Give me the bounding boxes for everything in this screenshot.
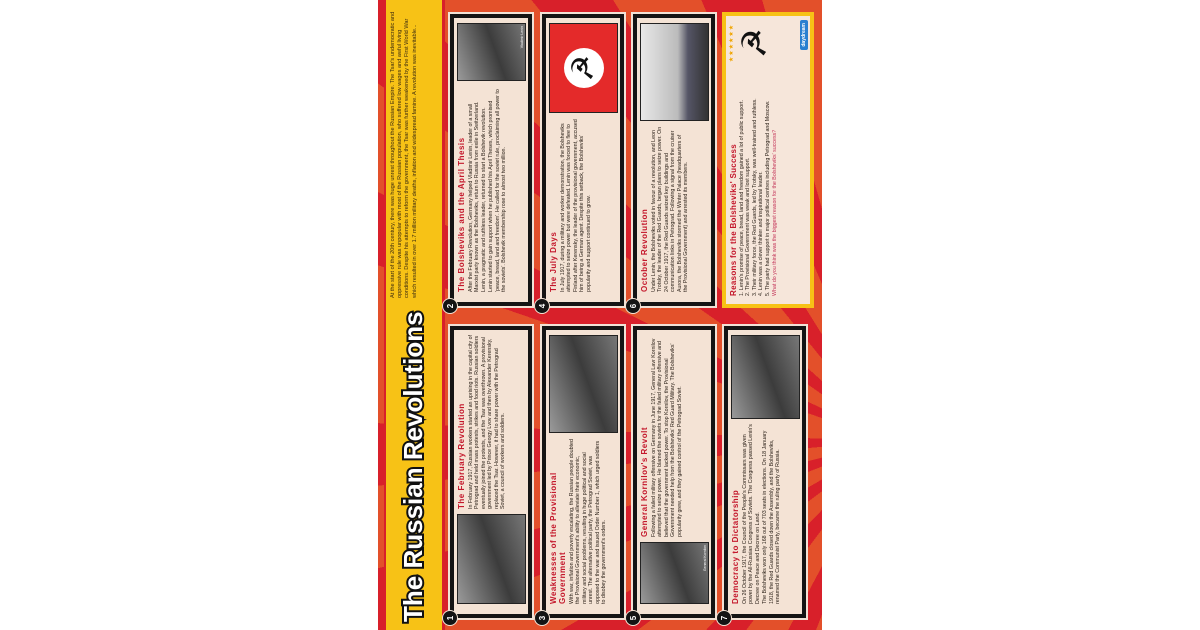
reasons-list (739, 71, 771, 296)
panel-july-days (537, 12, 626, 309)
photo-caption: Vladimir Lenin (520, 26, 524, 49)
emblem-area (729, 20, 808, 66)
panel-body: In July 1917, during a military and worker demonstration, the Bolsheviks attempted to seize power but were defeated. Lenin was forced to flee to Finland after Kerensky, the leader of the provisional government, accused him of being a German agent. Despite this setback, the Bolsheviks' popularity and support continued to grow. (560, 119, 592, 292)
stars-icon: ★★★★★★ (729, 23, 735, 63)
poster-title: The Russian Revolutions (398, 311, 428, 622)
list-item: 4. Lenin was a clever thinker and inspirational leader. (758, 171, 765, 296)
panel-title: Weaknesses of the Provisional Government (549, 472, 567, 604)
panel-number: 3 (534, 610, 550, 626)
panel-title: October Revolution (640, 208, 649, 292)
panel-kornilov-revolt (628, 324, 717, 621)
list-item: 1. Lenin's promise of peace, bread, land and freedom gained a lot of public support. (739, 100, 745, 296)
panel-body: After the February Revolution, Germany helped Vladimir Lenin, leader of a small Marxist party known as the Bolsheviks, return to Russia from exile in Switzerland. Lenin, a pragmatic and ruthless leader, returned to start a Bolshevik revolution. (468, 101, 487, 292)
panel-title: The Bolsheviks and the April Thesis (457, 137, 466, 292)
panel-october-revolution (628, 12, 717, 309)
photo-caption: General Kornilov (703, 545, 707, 572)
poster-viewport (378, 0, 822, 630)
reasons-title: Reasons for the Bolsheviks' Success (729, 143, 738, 296)
panel-number: 1 (442, 610, 458, 626)
intro-text: At the start of the 20th century, there was huge unrest throughout the Russian Empire. The Tsar's undemocratic and oppressive rule was unpopular with most of the Russian population, who suffered low wages and awful living conditions. Despite his attempts to reform the government, the Tsar was further weakened by the First World War which resulted in over 1.7 million military deaths, inflation and widespread famine. A revolution was inevitable... (390, 11, 418, 298)
cruiser-aurora-photo (640, 23, 709, 121)
list-item: 3. Their military force, the Red Guards, led by Trotsky, was well-trained and ruthless. (751, 98, 758, 296)
panel-body: The Bolsheviks won only 168 out of 703 seats in elections. On 18 January 1918, the Red Guards closed down the Assembly, and the Bolsheviks, renamed the Communist Party, became the ruling party of Russia. (762, 430, 782, 604)
panel-number: 5 (625, 610, 641, 626)
panel-title: The February Revolution (457, 403, 466, 509)
hammer-sickle-icon: ☭ (736, 27, 774, 59)
soldiers-photo (549, 335, 618, 433)
title-band (384, 0, 445, 630)
panel-body: With war, inflation and poverty escalating, the Russian people doubted the Provisional Government's ability to alleviate their economic, military and social problems, resulting in huge political and social unrest. The alternative political party, the Petrograd Soviet, was opposed to the war and issued Order Number 1, which urged soldiers to disobey the government's orders. (569, 439, 608, 604)
poster (378, 0, 822, 630)
list-item: 2. The Provisional Government was weak and lost support. (745, 157, 752, 296)
panel-democracy-dictatorship (719, 324, 808, 621)
red-guard-photo (731, 335, 800, 419)
reflection-question: What do you think was the biggest reason for the Bolsheviks' success? (772, 129, 779, 296)
panel-body: In February 1917, Russian workers started an uprising in the capital city of Petrograd and held mass protests, strikes and food riots. Russian soldiers eventually joined the protests, and the Tsar was overthrown. A provisional government led by Prince Georgy Lvov and then by Alexander Kerensky, replaced the Tsar. However, it had to share power with the Petrograd Soviet, a council of workers and soldiers. (468, 334, 507, 509)
list-item: 5. The party had support in major political centres including Petrograd and Moscow. (764, 100, 771, 296)
panel-number: 7 (716, 610, 732, 626)
panel-title: Democracy to Dictatorship (731, 489, 740, 604)
lenin-portrait (457, 23, 526, 81)
panel-body: Following a failed military offensive on Germany in June 1917, General Lavr Kornilov attempted to seize power. He blamed the soviets for the failed military offensive and believed that the government lacked power. To stop Kornilov, the Provisional Government needed help from the Bolsheviks' Red Guard Military. The Bolsheviks' popularity grew, and they gained control of the Petrograd Soviet. (651, 338, 683, 537)
panel-number: 4 (534, 298, 550, 314)
panel-provisional-government (537, 324, 626, 621)
panel-body: On 26 October 1917, the Council of the People's Commissars was given power by the All-Russian Congress of Soviets. The Congress passed Lenin's Decree on Peace and Decree on Land. (742, 424, 761, 604)
panel-title: General Kornilov's Revolt (640, 427, 649, 537)
panel-title: The July Days (549, 231, 558, 292)
panel-body: Under Lenin, the Bolsheviks voted in favour of a revolution, and Leon Trotsky, the leader of the Red Guards, began plans to seize power. On 24 October 1917, the Red Guards seized key buildings and communication links in Petrograd. Following a signal from the cruiser Aurora, the Bolsheviks stormed the Winter Palace (headquarters of the Provisional Government) and arrested its members. (651, 126, 690, 292)
panel-february-revolution (445, 324, 534, 621)
panel-number: 2 (442, 298, 458, 314)
bolshevik-flag-image (549, 23, 618, 113)
panel-april-thesis (445, 12, 534, 309)
kornilov-portrait (640, 542, 709, 604)
daydream-logo: daydream (800, 20, 808, 50)
protest-photo (457, 514, 526, 604)
hammer-sickle-icon: ☭ (564, 48, 604, 88)
panel-reasons-success (722, 12, 814, 308)
panel-body: Lenin started to gain support when he published his April Theses, which promised 'peace, bread, land and freedom'. He called for the soviet rule, proclaiming all power to the soviets'. Bolshevik membership rose to almost two million. (488, 89, 508, 292)
panel-number: 6 (625, 298, 641, 314)
